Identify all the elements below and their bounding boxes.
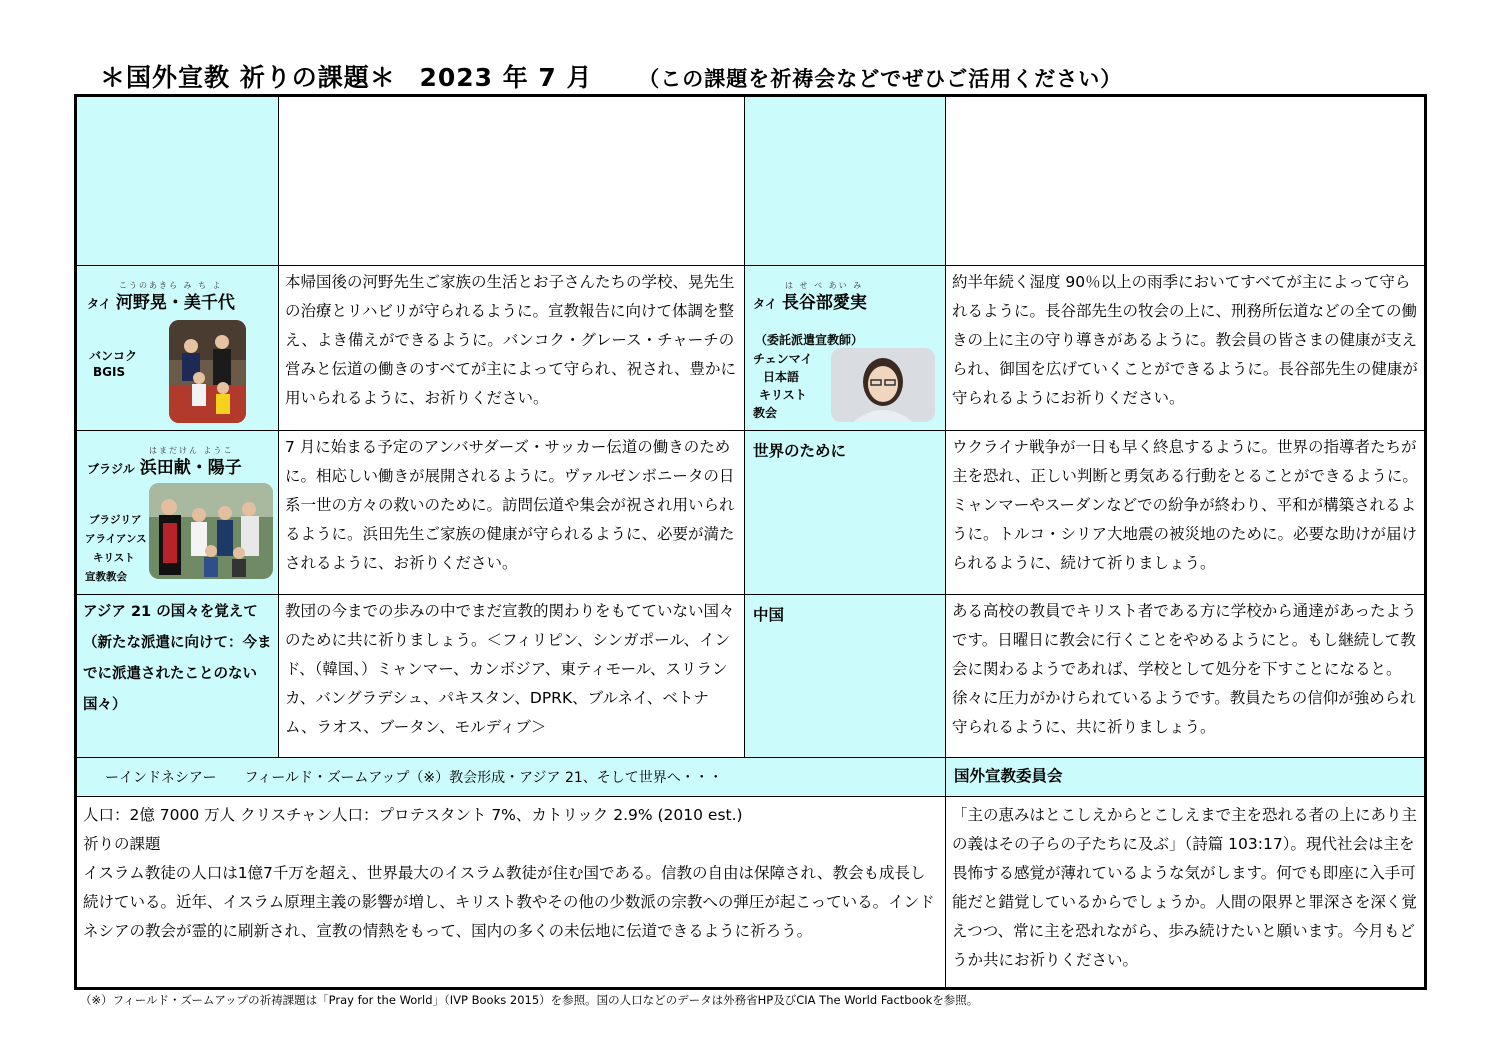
prayer-text: イスラム教徒の人口は1億7千万を超え、世界最大のイスラム教徒が住む国である。信教の自由は保障され、教会も成長し続けている。近年、イスラム原理主義の影響が増し、キリスト教やその他の少数派の宗教への弾圧が起こっている。インドネシアの教会が霊的に刷新され、宣教の情熱をもって、国内の多くの未伝地に伝道できるように祈ろう。	[83, 864, 935, 940]
missionary-cell-hamada	[76, 431, 279, 595]
prayer-title: 祈りの課題	[83, 835, 161, 853]
missionary-name: 浜田献・陽子	[139, 458, 242, 478]
family-photo-icon	[149, 483, 273, 579]
zoom-body-cell	[76, 797, 946, 989]
empty-body-cell	[279, 96, 745, 266]
prayer-text: 教団の今までの歩みの中でまだ宣教的関わりをもてていない国々のために共に祈りましょう。＜フィリピン、シンガポール、インド、（韓国、）ミャンマー、カンボジア、東ティモール、スリランカ、バングラデシュ、パキスタン、DPRK、ブルネイ、ベトナム、ラオス、ブータン、モルディブ＞	[285, 602, 735, 736]
committee-cell	[946, 758, 1426, 797]
place-line: 日本語	[763, 370, 800, 384]
table-row	[76, 595, 1426, 758]
place-label	[753, 350, 812, 422]
prayer-cell-world	[946, 431, 1426, 595]
prayer-text: 7 月に始まる予定のアンバサダーズ・サッカー伝道の働きのために。相応しい働きが展開されるように。ヴァルゼンボニータの日系一世の方々の救いのために。訪問伝道や集会が祝され用いられるように。浜田先生ご家族の健康が守られるように、必要が満たされるように、お祈りください。	[285, 438, 735, 572]
prayer-cell-china	[946, 595, 1426, 758]
page-title	[100, 58, 1122, 94]
place-line: キリスト	[93, 552, 135, 564]
country-label: ブラジル	[87, 462, 135, 476]
population-text: 人口：2億 7000 万人 クリスチャン人口：プロテスタント 7%、カトリック 2.9% (2010 est.)	[83, 806, 743, 824]
title-subtitle: （この課題を祈祷会などでぜひご活用ください）	[638, 67, 1123, 91]
place-line: 教会	[753, 406, 778, 420]
committee-message: 「主の恵みはとこしえからとこしえまで主を恐れる者の上にあり主の義はその子らの子たちに及ぶ」（詩篇 103:17）。現代社会は主を畏怖する感覚が薄れているような気がします。何でも即座に入手可能だと錯覚しているからでしょうか。人間の限界と罪深さを深く覚えつつ、常に主を恐れながら、歩み続けたいと願います。今月もどうか共にお祈りください。	[952, 806, 1418, 969]
message-cell	[946, 797, 1426, 989]
section-heading: アジア 21 の国々を覚えて（新たな派遣に向けて：今までに派遣されたことのない国々）	[83, 604, 272, 713]
missionary-cell-kono	[76, 266, 279, 431]
table-row	[76, 758, 1426, 797]
section-heading: 中国	[753, 606, 785, 624]
footnote: （※）フィールド・ズームアップの祈祷課題は「Pray for the World」（IVP Books 2015）を参照。国の人口などのデータは外務省HP及びCIA The World Factbookを参照。	[80, 993, 979, 1007]
role-label: （委託派遣宣教師）	[755, 333, 864, 347]
empty-label-cell	[76, 96, 279, 266]
name-ruby: はまだけん ようこ	[149, 446, 234, 455]
table-row	[76, 266, 1426, 431]
world-heading-cell	[745, 431, 946, 595]
prayer-cell-asia21	[279, 595, 745, 758]
missionary-name: 河野晃・美千代	[115, 293, 235, 313]
place-line: 宣教教会	[85, 571, 127, 583]
prayer-cell-hasebe	[946, 266, 1426, 431]
table-row	[76, 96, 1426, 266]
section-heading: 世界のために	[753, 442, 847, 460]
place-label	[89, 348, 137, 380]
empty-label-cell	[745, 96, 946, 266]
place-line: キリスト	[759, 388, 807, 402]
country-label: タイ	[87, 297, 111, 311]
family-photo-icon	[169, 320, 246, 423]
prayer-text: 本帰国後の河野先生ご家族の生活とお子さんたちの学校、晃先生の治療とリハビリが守られるように。宣教報告に向けて体調を整え、よき備えができるように。バンコク・グレース・チャーチの営みと伝道の働きのすべてが主によって守られ、祝され、豊かに用いられるように、お祈りください。	[285, 273, 737, 407]
prayer-text: ある高校の教員でキリスト者である方に学校から通達があったようです。日曜日に教会に行くことをやめるようにと。もし継続して教会に関わるようであれば、学校として処分を下すことになると。徐々に圧力がかけられているようです。教員たちの信仰が強められ守られるように、共に祈りましょう。	[952, 602, 1417, 736]
place-line: アライアンス	[85, 533, 147, 545]
prayer-cell-kono	[279, 266, 745, 431]
asia21-heading-cell	[76, 595, 279, 758]
prayer-text: ウクライナ戦争が一日も早く終息するように。世界の指導者たちが主を恐れ、正しい判断と勇気ある行動をとることができるように。ミャンマーやスーダンなどでの紛争が終わり、平和が構築されるように。トルコ・シリア大地震の被災地のために。必要な助けが届けられるように、続けて祈りましょう。	[952, 438, 1418, 572]
title-main: ＊国外宣教 祈りの課題＊	[100, 63, 396, 92]
zoom-body	[77, 797, 945, 946]
title-year-month: 2023 年 7 月	[419, 63, 593, 92]
place-label	[85, 511, 147, 587]
name-ruby: こうのあきら み ち よ	[119, 281, 223, 290]
empty-body-cell	[946, 96, 1426, 266]
name-ruby: は せ べ あい み	[785, 281, 864, 290]
table-row	[76, 431, 1426, 595]
place-line: チェンマイ	[753, 352, 813, 366]
china-heading-cell	[745, 595, 946, 758]
country-label: タイ	[753, 297, 777, 311]
prayer-cell-hamada	[279, 431, 745, 595]
missionary-cell-hasebe	[745, 266, 946, 431]
prayer-table	[74, 94, 1427, 990]
place-line: バンコク	[89, 349, 138, 363]
place-line: ブラジリア	[89, 514, 142, 526]
place-line: BGIS	[93, 365, 126, 379]
zoom-header: ーインドネシアー フィールド・ズームアップ（※）教会形成・アジア 21、そして世界へ・・・	[105, 770, 723, 786]
committee-label: 国外宣教委員会	[954, 767, 1063, 785]
prayer-text: 約半年続く湿度 90％以上の雨季においてすべてが主によって守られるように。長谷部先生の牧会の上に、刑務所伝道などの全ての働きの上に主の守り導きがあるように。教会員の皆さまの健康が支えられ、御国を広げていくことができるように。長谷部先生の健康が守られるようにお祈りください。	[952, 273, 1418, 407]
zoom-header-cell	[76, 758, 946, 797]
table-row	[76, 797, 1426, 989]
portrait-photo-icon	[831, 348, 935, 422]
missionary-name: 長谷部愛実	[781, 293, 867, 313]
